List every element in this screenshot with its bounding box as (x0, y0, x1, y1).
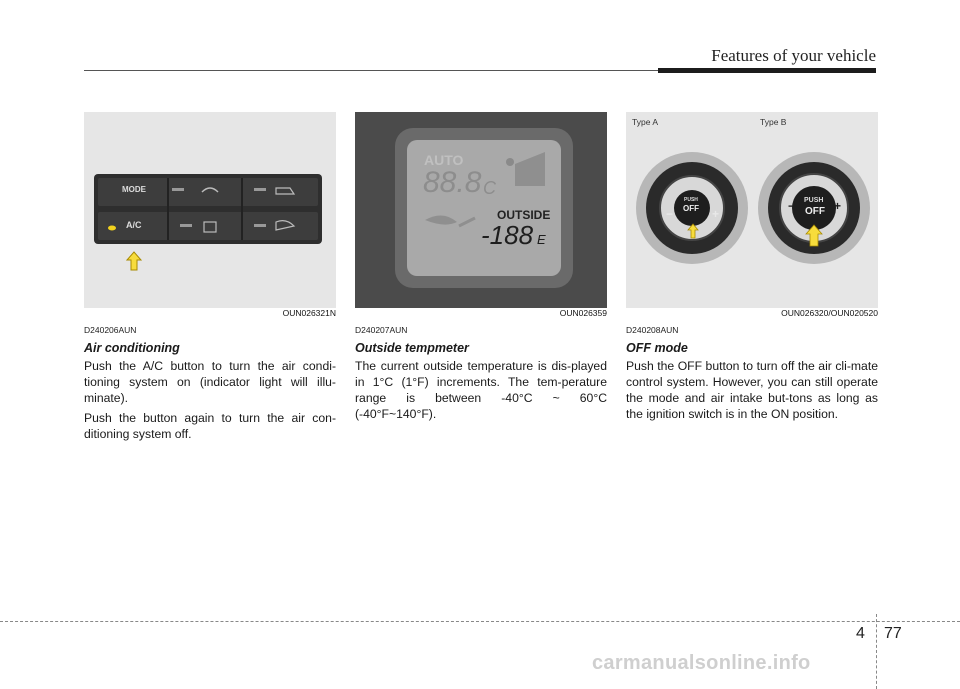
section-title: Outside tempmeter (355, 341, 469, 355)
chapter-number: 4 (856, 625, 865, 642)
section-off-mode (626, 112, 878, 422)
outside-temp-digits: -188 (481, 220, 534, 250)
type-b-label: Type B (760, 117, 787, 127)
page-header-title: Features of your vehicle (711, 46, 876, 65)
watermark: carmanualsonline.info (592, 652, 811, 674)
body-paragraph: The current outside temperature is dis-played in 1°C (1°F) increments. The tem-perature range is between -40°C ~ 60°C (-40°F~140°F). (355, 359, 607, 421)
figure-caption: OUN026320/OUN020520 (781, 308, 878, 318)
footer-divider (876, 614, 877, 689)
outside-label: OUTSIDE (497, 208, 551, 222)
section-outside-temp (355, 112, 607, 422)
off-label-a: OFF (683, 204, 699, 213)
outside-temp-unit: E (537, 232, 546, 247)
set-temp-digits: 88.8 (423, 166, 482, 199)
section-code: D240206AUN (84, 325, 137, 335)
push-label-a: PUSH (684, 197, 698, 203)
svg-text:−: − (788, 199, 796, 213)
figure-caption: OUN026321N (282, 308, 336, 318)
lcd-display-figure (355, 112, 607, 308)
section-code: D240207AUN (355, 325, 408, 335)
header-bar (658, 68, 876, 73)
ac-panel-figure (84, 112, 336, 308)
section-code: D240208AUN (626, 325, 679, 335)
svg-text:+: + (712, 207, 720, 221)
body-paragraph: Push the A/C button to turn the air condi-tioning system on (indicator light will illu-minate). (84, 359, 336, 405)
off-knob-figure (626, 112, 878, 308)
off-label-b: OFF (805, 206, 825, 217)
section-air-conditioning (84, 112, 336, 442)
header-rule (84, 70, 658, 71)
section-title: OFF mode (626, 341, 688, 355)
auto-indicator: AUTO (424, 152, 464, 168)
svg-text:−: − (666, 207, 674, 221)
body-paragraph: Push the button again to turn the air con-ditioning system off. (84, 411, 336, 441)
ac-button-label: A/C (126, 220, 142, 230)
footer-rule (0, 621, 960, 622)
set-temp-unit: C (483, 178, 496, 198)
svg-text:+: + (834, 199, 842, 213)
figure-caption: OUN026359 (559, 308, 607, 318)
body-paragraph: Push the OFF button to turn off the air cli-mate control system. However, you can still operate the mode and air intake but-tons as long as the ignition switch is in the ON position. (626, 359, 878, 421)
section-title: Air conditioning (84, 341, 180, 355)
page-number: 77 (884, 625, 902, 642)
type-a-label: Type A (632, 117, 658, 127)
mode-button-label: MODE (122, 185, 146, 194)
push-label-b: PUSH (804, 197, 824, 204)
